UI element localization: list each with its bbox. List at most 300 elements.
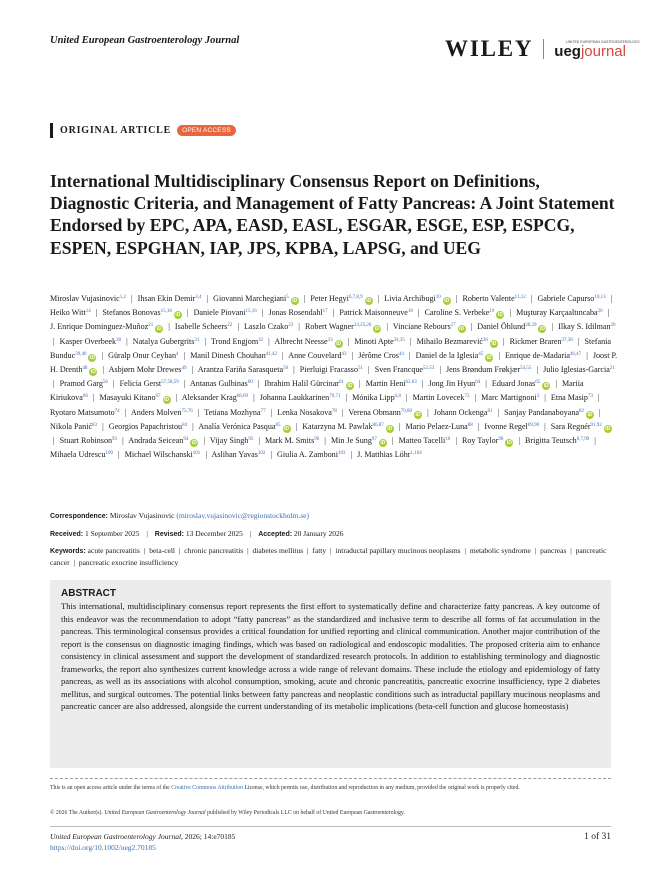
author[interactable] (558, 322, 615, 331)
author-name: Felicia Gerst (119, 379, 162, 389)
orcid-icon[interactable]: iD (497, 312, 503, 319)
author[interactable] (428, 379, 480, 388)
author[interactable] (393, 322, 466, 331)
author-affiliation[interactable]: 43 (341, 351, 347, 357)
bottom-rule (50, 826, 611, 827)
author[interactable] (198, 365, 288, 374)
author-affiliation[interactable]: 94 (183, 437, 189, 443)
author-affiliation[interactable]: 32 (258, 337, 264, 343)
author[interactable] (425, 308, 505, 317)
author-affiliation[interactable]: 24,25,26 (353, 323, 372, 329)
author-separator: | (544, 393, 546, 403)
author[interactable] (212, 450, 266, 459)
date-separator: | (249, 529, 252, 538)
author-separator: | (298, 322, 300, 332)
author[interactable] (543, 365, 615, 374)
author[interactable] (120, 379, 179, 388)
author-separator: | (350, 450, 353, 460)
author-separator: | (455, 294, 458, 303)
author-affiliation[interactable]: 3 (536, 394, 540, 400)
author-separator: | (377, 294, 380, 303)
author-name: Sanjay Pandanaboyana (504, 407, 579, 417)
correspondence-email-link[interactable]: (miroslav.vujasinovic@regionstockholm.se) (176, 511, 309, 520)
author[interactable] (60, 337, 121, 346)
author-name: Livia Archibugi (384, 294, 436, 303)
keyword-separator: | (570, 546, 572, 555)
author-name: Nikola Panić (50, 421, 93, 431)
author-affiliation[interactable]: 77 (260, 408, 266, 414)
orcid-icon[interactable]: iD (90, 369, 96, 376)
doi-link[interactable]: https://doi.org/10.1002/ueg2.70185 (50, 842, 156, 852)
author-affiliation[interactable]: 23 (288, 323, 294, 329)
author-affiliation[interactable]: 88 (467, 422, 473, 428)
author[interactable] (492, 379, 550, 388)
orcid-icon[interactable]: iD (89, 354, 95, 361)
author-affiliation[interactable]: 48 (82, 366, 88, 372)
author-name: Aslihan Yavas (211, 450, 258, 460)
author-name: Ibrahim Halil Gürcinar (264, 379, 340, 389)
author[interactable] (277, 450, 345, 459)
author[interactable] (210, 436, 253, 445)
orcid-icon[interactable]: iD (191, 440, 197, 447)
author-name: Ihsan Ekin Demir (137, 294, 196, 303)
wiley-logo[interactable]: WILEY (445, 36, 534, 61)
author[interactable] (128, 436, 198, 445)
author[interactable] (60, 379, 108, 388)
author-separator: | (417, 308, 420, 318)
author-name: Minoti Apte (354, 336, 394, 346)
author-affiliation[interactable]: 62,63 (405, 380, 417, 386)
author[interactable] (50, 450, 113, 459)
author-separator: | (258, 436, 260, 446)
author-affiliation[interactable]: 81 (487, 408, 493, 414)
author-separator: | (347, 336, 350, 346)
author-affiliation[interactable]: 75,76 (181, 408, 193, 414)
author[interactable] (265, 436, 319, 445)
orcid-icon[interactable]: iD (444, 298, 450, 304)
author-affiliation[interactable]: 61 (339, 380, 345, 386)
abstract-text: This international, multidisciplinary consensus report represents the first effort to systematically define and characterize fatty pancreas. A key outcome of this endeavor was the recommendation to adopt “fatty pancreas” as the standardized and inclusive term to describe all forms of fat accumulation in the pancreas. This terminological consensus provides a critical foundation for unified reporting and clinical communication. Another major contribution of the report is the consensus on diagnostic imaging findings, which was based on radiological and endoscopic modalities. The proposed criteria aim to enhance consistency in clinical assessment and support the development of standardized research protocols. In addition to establishing terminology and diagnostic frameworks, the report also synthesizes current knowledge across a wide range of relevant domains. These include the etiology and epidemiology of fatty pancreas, as well as its associations with alcohol consumption, smoking, acute and chronic pancreatitis, pancreatic exocrine insufficiency, type 2 diabetes mellitus, and surgical outcomes. The potential links between fatty pancreas and neoplastic conditions such as intraductal papillary mucinous neoplasms and pancreatic cancer are also addressed, alongside the current understanding of its metabolic implications (beta-cell function and glucose homeostasis) (61, 601, 600, 711)
keyword-separator: | (330, 546, 332, 555)
author-affiliation[interactable]: 57,58,59 (161, 380, 179, 386)
author[interactable] (462, 436, 513, 445)
copyright-before: © 2026 The Author(s). (50, 810, 105, 816)
accepted-date: 20 January 2026 (293, 529, 344, 538)
author[interactable] (204, 408, 265, 417)
license-link[interactable]: Creative Commons Attribution (171, 785, 244, 791)
author-separator: | (536, 365, 539, 375)
keyword: pancreatic exocrine insufficiency (78, 557, 179, 567)
author-affiliation[interactable]: 60 (247, 380, 253, 386)
author-affiliation[interactable]: 56 (102, 380, 108, 386)
author-affiliation[interactable]: 82 (578, 408, 584, 414)
author-separator: | (530, 294, 533, 303)
author[interactable] (277, 408, 337, 417)
author-affiliation[interactable]: 6,7,8,9 (348, 295, 363, 300)
author-affiliation[interactable]: 96 (314, 437, 320, 443)
author-name: Sven Francque (374, 365, 424, 375)
author-affiliation[interactable]: 50 (283, 366, 289, 372)
author-separator: | (474, 393, 477, 403)
orcid-icon[interactable]: iD (587, 411, 593, 418)
author-name: Daniel Öhlund (477, 322, 526, 332)
orcid-icon[interactable]: iD (292, 298, 298, 304)
author-name: Marc Martignoni (481, 393, 537, 403)
author[interactable] (310, 294, 372, 303)
author-affiliation[interactable]: 86,87 (372, 422, 384, 428)
author-separator: | (191, 365, 194, 375)
orcid-icon[interactable]: iD (175, 312, 181, 319)
orcid-icon[interactable]: iD (605, 425, 611, 432)
author-affiliation[interactable]: 65 (535, 380, 541, 386)
author[interactable] (446, 365, 531, 374)
author[interactable] (50, 294, 126, 303)
author-separator: | (206, 294, 209, 303)
author[interactable] (366, 379, 417, 388)
author[interactable] (551, 422, 612, 431)
correspondence (50, 511, 309, 520)
author-affiliation[interactable]: 20 (610, 323, 616, 329)
author-name: Gabriele Capurso (537, 294, 595, 303)
author-separator: | (122, 436, 124, 446)
author-affiliation[interactable]: 44 (398, 351, 404, 357)
author[interactable] (60, 436, 117, 445)
author-separator: | (295, 421, 298, 431)
author-separator: | (293, 365, 295, 375)
author-affiliation[interactable]: 45 (478, 351, 484, 357)
author-separator: | (368, 365, 370, 375)
author-affiliation[interactable]: 70,71 (329, 394, 341, 400)
orcid-icon[interactable]: iD (284, 425, 289, 432)
author-affiliation[interactable]: 11,12 (514, 295, 526, 300)
author[interactable] (357, 450, 422, 459)
author[interactable] (100, 393, 171, 402)
author-affiliation[interactable]: 78 (331, 408, 337, 414)
received-label: Received: (50, 531, 84, 538)
author-name: Stefania Bunduc (50, 336, 611, 360)
abstract-box (50, 580, 611, 768)
author-affiliation[interactable]: 49 (181, 366, 187, 372)
author-affiliation[interactable]: 18 (407, 309, 413, 315)
author-separator: | (391, 436, 394, 446)
author-affiliation[interactable]: 33 (327, 337, 333, 343)
author[interactable] (339, 308, 413, 317)
author-affiliation[interactable]: 1,2 (119, 295, 126, 300)
author-affiliation[interactable]: 67 (155, 394, 161, 400)
author-separator: | (197, 407, 200, 417)
author[interactable] (504, 408, 594, 417)
author[interactable] (375, 365, 435, 374)
author[interactable] (198, 422, 290, 431)
orcid-icon[interactable]: iD (543, 383, 549, 390)
orcid-icon[interactable]: iD (374, 326, 380, 333)
author[interactable] (352, 393, 401, 402)
author-separator: | (124, 407, 127, 417)
orcid-icon[interactable]: iD (486, 354, 492, 361)
author-separator: | (53, 336, 55, 346)
author[interactable] (211, 337, 263, 346)
author[interactable] (405, 422, 472, 431)
author[interactable] (268, 308, 327, 317)
author[interactable] (505, 351, 581, 360)
author-name: Lenka Nosakova (277, 407, 332, 417)
author-affiliation[interactable]: 103 (337, 451, 346, 457)
author-separator: | (518, 436, 521, 446)
author-separator: | (95, 308, 98, 318)
author-affiliation[interactable]: 37,38 (561, 337, 573, 343)
author[interactable] (109, 365, 187, 374)
author-affiliation[interactable]: 74 (114, 408, 120, 414)
author-affiliation[interactable]: 5 (286, 295, 289, 300)
author-affiliation[interactable]: 98 (498, 437, 504, 443)
author[interactable] (131, 408, 193, 417)
author[interactable] (102, 308, 181, 317)
author-affiliation[interactable]: 21 (609, 366, 615, 372)
author-separator: | (586, 350, 588, 360)
author-name: Stuart Robinson (59, 436, 113, 446)
author-affiliation[interactable]: 64 (475, 380, 481, 386)
author[interactable] (516, 308, 603, 317)
author-separator: | (386, 322, 388, 332)
author-name: Jonas Rosendahl (268, 308, 323, 318)
author[interactable] (50, 308, 91, 317)
author-name: Vijay Singh (209, 436, 249, 446)
author-affiliation[interactable]: 21 (148, 323, 154, 329)
author-affiliation[interactable]: 102 (257, 451, 266, 457)
author[interactable] (175, 322, 232, 331)
orcid-icon[interactable]: iD (539, 326, 545, 333)
author-affiliation[interactable]: 54,55 (520, 366, 532, 372)
author[interactable] (462, 294, 525, 303)
author[interactable] (133, 337, 200, 346)
copyright-journal: United European Gastroenterology Journal (104, 810, 206, 816)
author-affiliation[interactable]: 6,8 (394, 394, 401, 400)
author-affiliation[interactable]: 6,7,99 (576, 437, 590, 443)
author-name: Pramod Garg (59, 379, 103, 389)
author[interactable] (288, 351, 346, 360)
author[interactable] (50, 422, 97, 431)
author[interactable] (551, 393, 593, 402)
author-affiliation[interactable]: 22 (227, 323, 233, 329)
article-type-bar (50, 123, 53, 138)
author-separator: | (168, 322, 170, 332)
author[interactable] (300, 365, 363, 374)
author-name: Giulia A. Zamboni (277, 450, 338, 460)
keyword: intraductal papillary mucinous neoplasms (335, 546, 461, 555)
revised-date: 13 December 2025 (185, 529, 243, 538)
keyword-separator: | (178, 546, 181, 555)
author-separator: | (118, 450, 120, 460)
author[interactable] (109, 422, 187, 431)
ueg-journal-logo[interactable] (554, 40, 640, 59)
orcid-icon[interactable]: iD (164, 397, 169, 404)
article-type-label: ORIGINAL ARTICLE (60, 125, 172, 136)
author-affiliation[interactable]: 39,40 (75, 351, 87, 357)
author[interactable] (125, 450, 201, 459)
author[interactable] (302, 422, 394, 431)
author-affiliation[interactable]: 4 (176, 351, 179, 357)
author-name: Katarzyna M. Pawlak (302, 421, 373, 431)
author[interactable] (190, 351, 277, 360)
orcid-icon[interactable]: iD (459, 326, 465, 333)
author[interactable] (331, 436, 387, 445)
author[interactable] (384, 294, 450, 303)
author-affiliation[interactable]: 14 (85, 309, 91, 315)
author-affiliation[interactable]: 1,104 (410, 451, 422, 457)
author-separator: | (409, 336, 412, 346)
author-name: Stefanos Bonovas (102, 308, 161, 318)
author[interactable] (416, 351, 494, 360)
author-affiliation[interactable]: 34,35 (393, 337, 405, 343)
author[interactable] (413, 393, 470, 402)
author[interactable] (477, 322, 546, 331)
author-name: Ivonne Regel (484, 421, 528, 431)
orcid-icon[interactable]: iD (387, 425, 393, 432)
keyword-separator: | (73, 557, 75, 567)
author-name: Vinciane Rebours (392, 322, 451, 332)
correspondence-name: Miroslav Vujasinovic (109, 511, 175, 520)
author[interactable] (260, 393, 341, 402)
author-name: Brigitta Teutsch (525, 436, 577, 446)
author-affiliation[interactable]: 85 (275, 422, 281, 428)
author-affiliation[interactable]: 66 (82, 394, 88, 400)
author-separator: | (551, 322, 554, 332)
author-name: Natalya Gubergrits (132, 336, 195, 346)
author-separator: | (183, 350, 186, 360)
author-affiliation[interactable]: 3,4 (195, 295, 202, 300)
author[interactable] (417, 337, 498, 346)
orcid-icon[interactable]: iD (156, 326, 162, 333)
author-affiliation[interactable]: 10,13 (594, 295, 606, 300)
author-affiliation[interactable]: 89,90 (527, 422, 540, 428)
author-affiliation[interactable]: 97 (371, 437, 377, 443)
author-affiliation[interactable]: 17 (322, 309, 328, 315)
keyword: pancreatic cancer (50, 546, 607, 567)
author[interactable] (138, 294, 202, 303)
author-affiliation[interactable]: 100 (105, 451, 114, 457)
author-affiliation[interactable]: 46,47 (569, 351, 582, 357)
author[interactable] (399, 436, 451, 445)
author[interactable] (213, 294, 299, 303)
author[interactable] (244, 322, 293, 331)
author[interactable] (537, 294, 605, 303)
author[interactable] (481, 393, 539, 402)
author-affiliation[interactable]: 91,92 (590, 422, 602, 428)
author-affiliation[interactable]: 93 (112, 437, 118, 443)
author-separator: | (332, 308, 335, 318)
author-affiliation[interactable]: 30 (116, 337, 122, 343)
author-affiliation[interactable]: 83 (92, 422, 98, 428)
author[interactable] (274, 337, 342, 346)
author-name: Analía Verónica Pasqua (198, 421, 276, 431)
author-affiliation[interactable]: 101 (192, 451, 201, 457)
author-affiliation[interactable]: 95 (248, 437, 254, 443)
orcid-icon[interactable]: iD (506, 440, 512, 447)
author-separator: | (53, 379, 55, 389)
author[interactable] (434, 408, 493, 417)
author-affiliation[interactable]: 68,69 (236, 394, 249, 400)
author-separator: | (341, 407, 344, 417)
author[interactable] (190, 379, 253, 388)
orcid-icon[interactable]: iD (347, 383, 353, 390)
author-affiliation[interactable]: 72 (464, 394, 470, 400)
author-separator: | (405, 393, 408, 403)
author-affiliation[interactable]: 73 (587, 394, 593, 400)
keyword-separator: | (307, 546, 309, 555)
author[interactable] (264, 379, 354, 388)
author-name: Masayuki Kitano (99, 393, 156, 403)
author-affiliation[interactable]: 84 (182, 422, 188, 428)
author-affiliation[interactable]: 41,42 (265, 351, 277, 357)
keyword: diabetes mellitus (252, 546, 304, 555)
author[interactable] (348, 408, 422, 417)
author[interactable] (305, 322, 381, 331)
author-separator: | (303, 294, 306, 303)
author-affiliation[interactable]: 79,80 (400, 408, 413, 414)
author[interactable] (108, 351, 178, 360)
orcid-icon[interactable]: iD (491, 340, 497, 347)
author-affiliation[interactable]: 19 (489, 309, 495, 315)
journal-name: United European Gastroenterology Journal (50, 35, 240, 46)
author-name: Anders Molven (130, 407, 182, 417)
open-access-badge[interactable]: OPEN ACCESS (177, 125, 236, 136)
author[interactable] (484, 422, 539, 431)
orcid-icon[interactable]: iD (366, 298, 372, 304)
author-affiliation[interactable]: 27 (450, 323, 456, 329)
author-affiliation[interactable]: 20 (597, 309, 603, 315)
author-affiliation[interactable]: 51 (358, 366, 364, 372)
keyword: metabolic syndrome (469, 546, 531, 555)
author-name: Mihaela Udrescu (50, 450, 106, 460)
author-separator: | (345, 393, 348, 403)
orcid-icon[interactable]: iD (380, 440, 386, 447)
author-affiliation[interactable]: 31 (194, 337, 200, 343)
orcid-icon[interactable]: iD (336, 340, 342, 347)
orcid-icon[interactable]: iD (415, 411, 421, 418)
author-affiliation[interactable]: 36 (482, 337, 488, 343)
author-name: Martin Lovecek (412, 393, 465, 403)
page-number: 1 of 31 (584, 832, 611, 842)
author-affiliation[interactable]: 52,53 (423, 366, 435, 372)
author-separator: | (204, 336, 207, 346)
author[interactable] (525, 436, 589, 445)
author-affiliation[interactable]: 10 (445, 437, 451, 443)
author[interactable] (194, 308, 257, 317)
author-separator: | (477, 421, 480, 431)
author-affiliation[interactable]: 10 (435, 295, 441, 300)
author[interactable] (358, 351, 404, 360)
author-separator: | (270, 450, 273, 460)
keyword-separator: | (464, 546, 466, 555)
date-separator: | (146, 529, 148, 538)
author[interactable] (50, 408, 120, 417)
author-list (50, 291, 618, 461)
author-separator: | (470, 322, 473, 332)
author-name: Joost P. H. Drenth (50, 350, 618, 375)
author-name: Roberto Valente (462, 294, 515, 303)
author-affiliation[interactable]: 15,16 (245, 309, 257, 315)
article-type-row (50, 123, 236, 138)
author-separator: | (203, 436, 205, 446)
author-separator: | (610, 294, 613, 303)
author-name: Robert Wagner (304, 322, 354, 332)
author[interactable] (354, 337, 405, 346)
author-affiliation[interactable]: 15,16 (160, 309, 172, 315)
author[interactable] (50, 322, 163, 331)
author[interactable] (182, 393, 248, 402)
author-affiliation[interactable]: 28,29 (525, 323, 537, 329)
author[interactable] (510, 337, 573, 346)
